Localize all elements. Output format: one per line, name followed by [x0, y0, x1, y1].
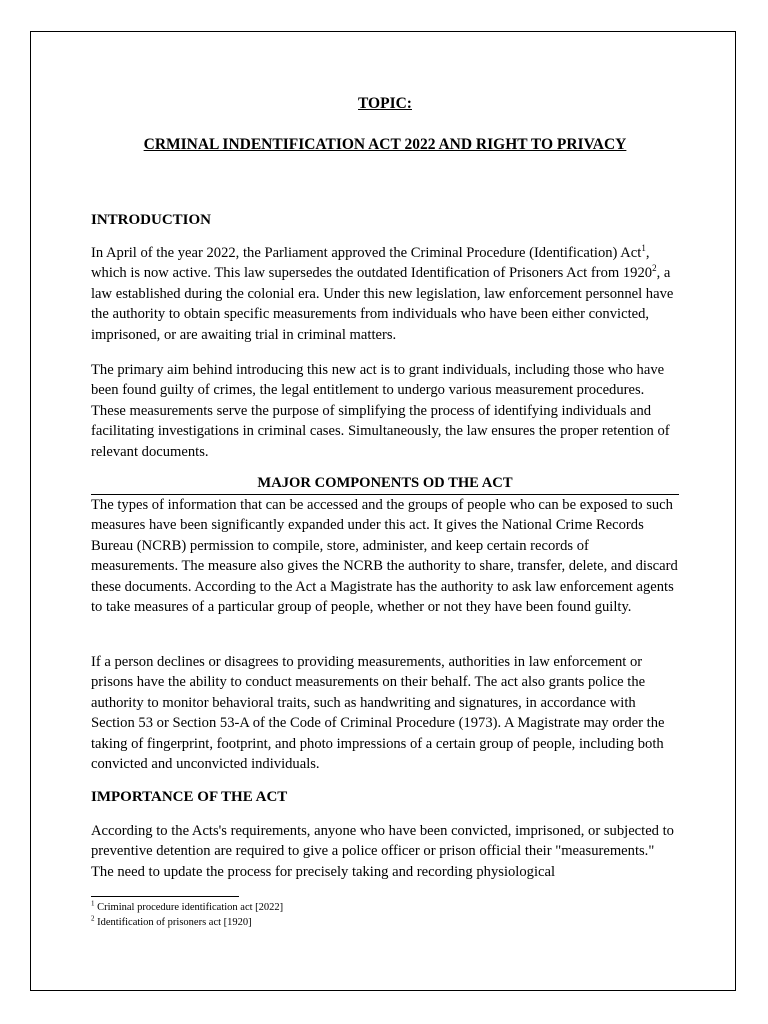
importance-heading: IMPORTANCE OF THE ACT [91, 789, 288, 805]
major-components-paragraph-2: If a person declines or disagrees to providing measurements, authorities in law enforcement or prisons have the ability to conduct measurements on their behalf. The act also grants police the authority to monitor behavioral traits, such as handwriting and signatures, in accordance with Section 53 or Section 53-A of the Code of Criminal Procedure (1973). A Magistrate may order the taking of fingerprint, footprint, and photo impressions of a certain group of people, including both convicted and unconvicted individuals. [91, 654, 665, 773]
footnote-separator [91, 896, 239, 897]
footnote-ref-2[interactable]: 2 [652, 263, 657, 274]
major-components-heading: MAJOR COMPONENTS OD THE ACT [91, 473, 679, 495]
footnotes [91, 900, 679, 930]
footnote-1: $^1$ Criminal procedure identification act [2022] [91, 899, 284, 913]
document-title: CRMINAL INDENTIFICATION ACT 2022 AND RIGHT TO PRIVACY [143, 136, 627, 153]
footnote-ref-1[interactable]: 1 [641, 243, 646, 254]
topic-label: TOPIC: [358, 95, 412, 112]
major-components-paragraph-1: The types of information that can be accessed and the groups of people who can be exposed to such measures have been significantly expanded under this act. It gives the National Crime Records Bureau (NCRB) permission to compile, store, administer, and keep certain records of measurements. The measure also gives the NCRB the authority to share, transfer, delete, and discard these documents. According to the Act a Magistrate has the authority to ask law enforcement agents to take measures of a particular group of people, whether or not they have been found guilty. [91, 497, 678, 616]
introduction-paragraph-2: The primary aim behind introducing this new act is to grant individuals, including those who have been found guilty of crimes, the legal entitlement to undergo various measurement procedures. These measurements serve the purpose of simplifying the process of identifying individuals and facilitating investigations in criminal cases. Simultaneously, the law ensures the proper retention of relevant documents. [91, 362, 670, 460]
introduction-paragraph-1: In April of the year 2022, the Parliament approved the Criminal Procedure (Identification) Act$^1$, which is now active. This law supersedes the outdated Identification of Prisoners Act from 1920$^2$, a law established during the colonial era. Under this new legislation, law enforcement personnel have the authority to obtain specific measurements from individuals who have been either convicted, imprisoned, or are awaiting trial in criminal matters. [91, 243, 674, 343]
footnote-2: $^2$ Identification of prisoners act [1920] [91, 914, 252, 928]
introduction-heading: INTRODUCTION [91, 212, 212, 228]
importance-paragraph-1: According to the Acts's requirements, anyone who have been convicted, imprisoned, or subjected to preventive detention are required to give a police officer or prison official their "measurements." The need to update the process for precisely taking and recording physiological [91, 823, 674, 880]
document-page [30, 31, 736, 991]
